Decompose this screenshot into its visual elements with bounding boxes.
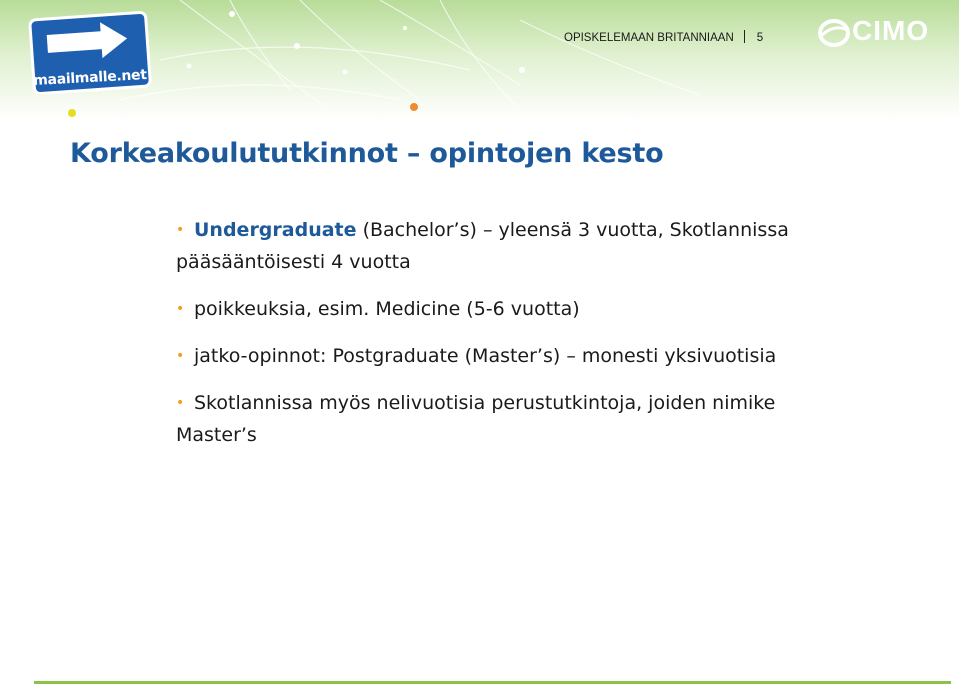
cimo-logo[interactable] — [818, 14, 940, 50]
bullet-highlight: Undergraduate — [194, 219, 357, 241]
bullet-text: poikkeuksia, esim. Medicine (5-6 vuotta) — [194, 298, 580, 320]
bullet-dot-icon: • — [176, 222, 185, 238]
bullet-list — [176, 214, 816, 466]
bullet-text: (Bachelor’s) – yleensä 3 vuotta, Skotlannissa pääsääntöisesti 4 vuotta — [176, 219, 789, 273]
bullet-dot-icon: • — [176, 348, 185, 364]
decor-dot-orange — [410, 103, 418, 111]
header-separator — [744, 30, 745, 43]
footer-divider — [34, 681, 951, 684]
cimo-text: CIMO — [852, 15, 930, 46]
bullet-item — [176, 387, 816, 451]
cimo-swirl-icon — [818, 16, 852, 50]
bullet-dot-icon: • — [176, 301, 185, 317]
bullet-item — [176, 340, 816, 372]
bullet-text: jatko-opinnot: Postgraduate (Master’s) – monesti yksivuotisia — [194, 345, 777, 367]
section-title: OPISKELEMAAN BRITANNIAAN — [564, 32, 734, 44]
maailmalle-logo[interactable] — [28, 10, 152, 94]
bullet-item — [176, 214, 816, 278]
header-label — [564, 30, 763, 44]
bullet-dot-icon: • — [176, 395, 185, 411]
logo-text: maailmalle.net — [32, 67, 148, 89]
bullet-item — [176, 293, 816, 325]
decor-dot-yellow — [68, 109, 76, 117]
page-number: 5 — [756, 32, 764, 44]
slide-title: Korkeakoulututkinnot – opintojen kesto — [70, 138, 664, 169]
bullet-text: Skotlannissa myös nelivuotisia perustutkintoja, joiden nimike Master’s — [176, 392, 776, 446]
